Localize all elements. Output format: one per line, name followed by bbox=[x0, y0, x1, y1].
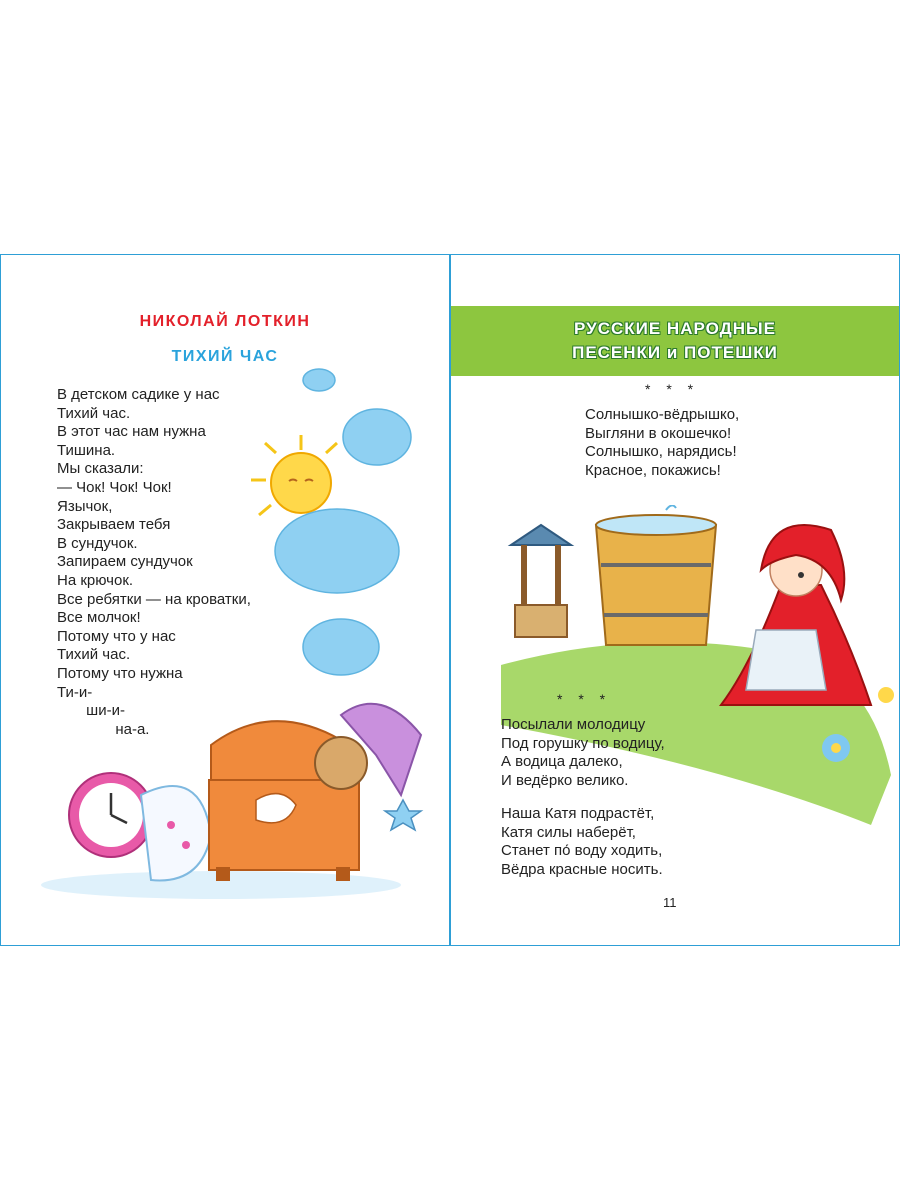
section-banner bbox=[451, 306, 899, 376]
verse-molodica bbox=[501, 716, 665, 790]
verse-line: — Чок! Чок! Чок! bbox=[57, 478, 172, 496]
verse-line: Наша Катя подрастёт, bbox=[501, 805, 655, 822]
verse-solnyshko bbox=[585, 406, 739, 480]
book-spread bbox=[0, 254, 900, 946]
banner-title-line-2: ПЕСЕНКИ и ПОТЕШКИ bbox=[572, 343, 778, 362]
verse-line: Станет по́ воду ходить, bbox=[501, 842, 663, 860]
chest-bear-clock-illustration bbox=[41, 685, 441, 915]
verse-line: Солнышко, нарядись! bbox=[585, 443, 737, 461]
verse-line: Закрываем тебя bbox=[57, 516, 171, 534]
verse-line: Посылали молодицу bbox=[501, 716, 646, 733]
verse-separator: * * * bbox=[557, 691, 612, 707]
verse-line: Все молчок! bbox=[57, 609, 141, 627]
verse-line: Красное, покажись! bbox=[585, 461, 721, 479]
verse-line: Ти-и- bbox=[57, 683, 93, 701]
verse-line: На крючок. bbox=[57, 571, 134, 589]
verse-katya bbox=[501, 805, 663, 879]
left-page bbox=[0, 254, 450, 946]
right-page bbox=[450, 254, 900, 946]
verse-line: Выгляни в окошечко! bbox=[585, 424, 732, 442]
verse-line: Тихий час. bbox=[57, 404, 131, 422]
verse-line: Под горушку по водицу, bbox=[501, 734, 665, 752]
poem-title: ТИХИЙ ЧАС bbox=[171, 348, 279, 365]
verse-line: И ведёрко велико. bbox=[501, 771, 629, 789]
banner-title-line-1: РУССКИЕ НАРОДНЫЕ bbox=[574, 319, 776, 338]
verse-line: В сундучок. bbox=[57, 534, 138, 552]
verse-line: Потому что нужна bbox=[57, 664, 183, 682]
page-number: 11 bbox=[663, 895, 677, 910]
verse-line: Все ребятки — на кроватки, bbox=[57, 590, 251, 608]
clouds-sun-illustration bbox=[241, 355, 421, 685]
author-name: НИКОЛАЙ ЛОТКИН bbox=[139, 313, 311, 330]
verse-line: Запираем сундучок bbox=[57, 553, 193, 571]
verse-line: Потому что у нас bbox=[57, 627, 176, 645]
verse-separator: * * * bbox=[645, 381, 700, 397]
verse-line: Тихий час. bbox=[57, 646, 131, 664]
verse-line: Тишина. bbox=[57, 441, 116, 459]
verse-line: А водица далеко, bbox=[501, 753, 623, 771]
verse-line: В этот час нам нужна bbox=[57, 423, 206, 441]
verse-line: Язычок, bbox=[57, 497, 113, 515]
verse-line: Вёдра красные носить. bbox=[501, 860, 663, 878]
verse-line: ши-и- bbox=[57, 702, 125, 720]
verse-line: В детском садике у нас bbox=[57, 386, 220, 403]
verse-line: Солнышко-вёдрышко, bbox=[585, 406, 740, 423]
verse-line: Катя силы наберёт, bbox=[501, 823, 636, 841]
verse-line: Мы сказали: bbox=[57, 460, 144, 478]
verse-line: на-а. bbox=[57, 720, 150, 738]
